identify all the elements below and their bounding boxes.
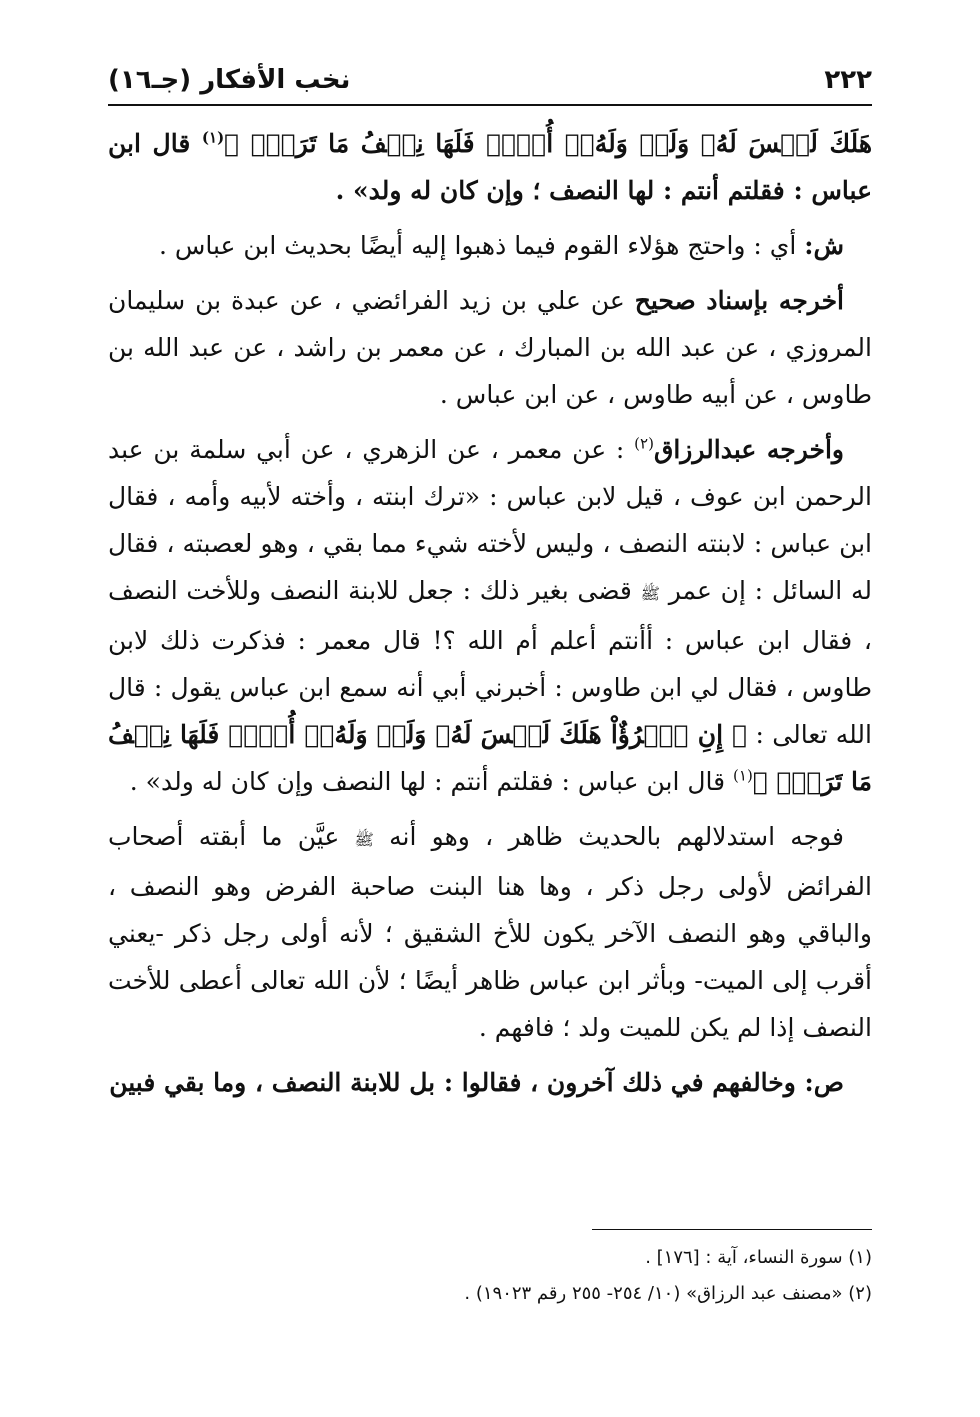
- paragraph-explanation: [108, 813, 872, 1051]
- paragraph-text: وخالفهم في ذلك آخرون ، فقالوا : بل للابنة النصف ، وما بقي فبين: [109, 1068, 805, 1097]
- paragraph-text: قال ابن عباس : فقلتم أنتم : لها النصف وإن كان له ولد» .: [129, 767, 734, 796]
- header-divider: [108, 104, 872, 106]
- honorific-symbol: ﷺ: [640, 584, 660, 603]
- footnote-ref: (١): [733, 766, 753, 785]
- paragraph-abdurrazzaq: [108, 426, 872, 805]
- paragraph-quran-continuation: [108, 120, 872, 214]
- footnote-divider: [592, 1229, 872, 1230]
- footnote-ref: (١): [201, 128, 225, 147]
- matn-marker: ص:: [804, 1068, 844, 1097]
- takhrij-heading: وأخرجه عبدالرزاق: [653, 435, 845, 464]
- honorific-symbol: ﷺ: [354, 830, 374, 849]
- paragraph-takhrij: [108, 277, 872, 418]
- paragraph-matn: [108, 1059, 872, 1106]
- paragraph-text: قضى بغير ذلك : جعل للابنة النصف وللأخت النصف ، فقال ابن عباس : أأنتم أعلم أم الله ؟! قال معمر : فذكرت ذلك لابن طاوس ، فقال لي ابن طاوس : أخبرني أبي أنه سمع ابن عباس يقول : قال الله تعالى :: [108, 576, 872, 749]
- paragraph-text: : عن معمر ، عن الزهري ، عن أبي سلمة بن عبد الرحمن ابن عوف ، قيل لابن عباس : «ترك ابنته ، وأخته لأبيه وأمه ، فقال ابن عباس : لابنته النصف ، وليس لأخته شيء مما بقي ، وهو لعصبته ، فقال له السائل : إن عمر: [108, 435, 872, 605]
- main-text: [108, 120, 872, 1114]
- paragraph-text: عيَّن ما أبقته أصحاب الفرائض لأولى رجل ذكر ، وها هنا البنت صاحبة الفرض وهو النصف ، والباقي وهو النصف الآخر يكون للأخ الشقيق ؛ لأنه أولى رجل ذكر -يعني أقرب إلى الميت- وبأثر ابن عباس ظاهر أيضًا ؛ لأن الله تعالى أعطى للأخت النصف إذا لم يكن للميت ولد ؛ فافهم .: [108, 822, 872, 1042]
- sharh-marker: ش:: [804, 231, 844, 260]
- quran-verse: ﴿ إِنِ ٱمۡرُؤٌاْ هَلَكَ لَيۡسَ لَهُۥ وَلَدٞ وَلَهُۥٓ أُخۡتٞ فَلَهَا نِصۡفُ مَا تَرَكَۚ ﴾: [108, 720, 872, 796]
- footnote-ref: (٢): [634, 434, 654, 453]
- paragraph-text: عن علي بن زيد الفرائضي ، عن عبدة بن سليمان المروزي ، عن عبد الله بن المبارك ، عن معمر بن راشد ، عن عبد الله بن طاوس ، عن أبيه طاوس ، عن ابن عباس .: [108, 286, 872, 409]
- paragraph-text: أي : واحتج هؤلاء القوم فيما ذهبوا إليه أيضًا بحديث ابن عباس .: [158, 231, 805, 260]
- paragraph-sharh: [108, 222, 872, 269]
- page-number: ٢٢٢: [824, 65, 872, 95]
- paragraph-text: قال ابن عباس : فقلتم أنتم : لها النصف ؛ وإن كان له ولد» .: [108, 129, 872, 205]
- footnote-item: (١) سورة النساء، آية : [١٧٦] .: [645, 1247, 872, 1268]
- footnote-item: (٢) «مصنف عبد الرزاق» (١٠/ ٢٥٤- ٢٥٥ رقم ١٩٠٢٣) .: [464, 1283, 872, 1304]
- footnotes: [108, 1240, 872, 1312]
- paragraph-text: فوجه استدلالهم بالحديث ظاهر ، وهو أنه: [373, 822, 844, 851]
- book-title: نخب الأفكار (جـ١٦): [108, 65, 351, 95]
- takhrij-heading: أخرجه بإسناد صحيح: [634, 286, 844, 315]
- quran-verse: هَلَكَ لَيۡسَ لَهُۥ وَلَدٞ وَلَهُۥٓ أُخۡتٞ فَلَهَا نِصۡفُ مَا تَرَكَۚ ﴾: [224, 129, 873, 158]
- running-header: [108, 58, 872, 102]
